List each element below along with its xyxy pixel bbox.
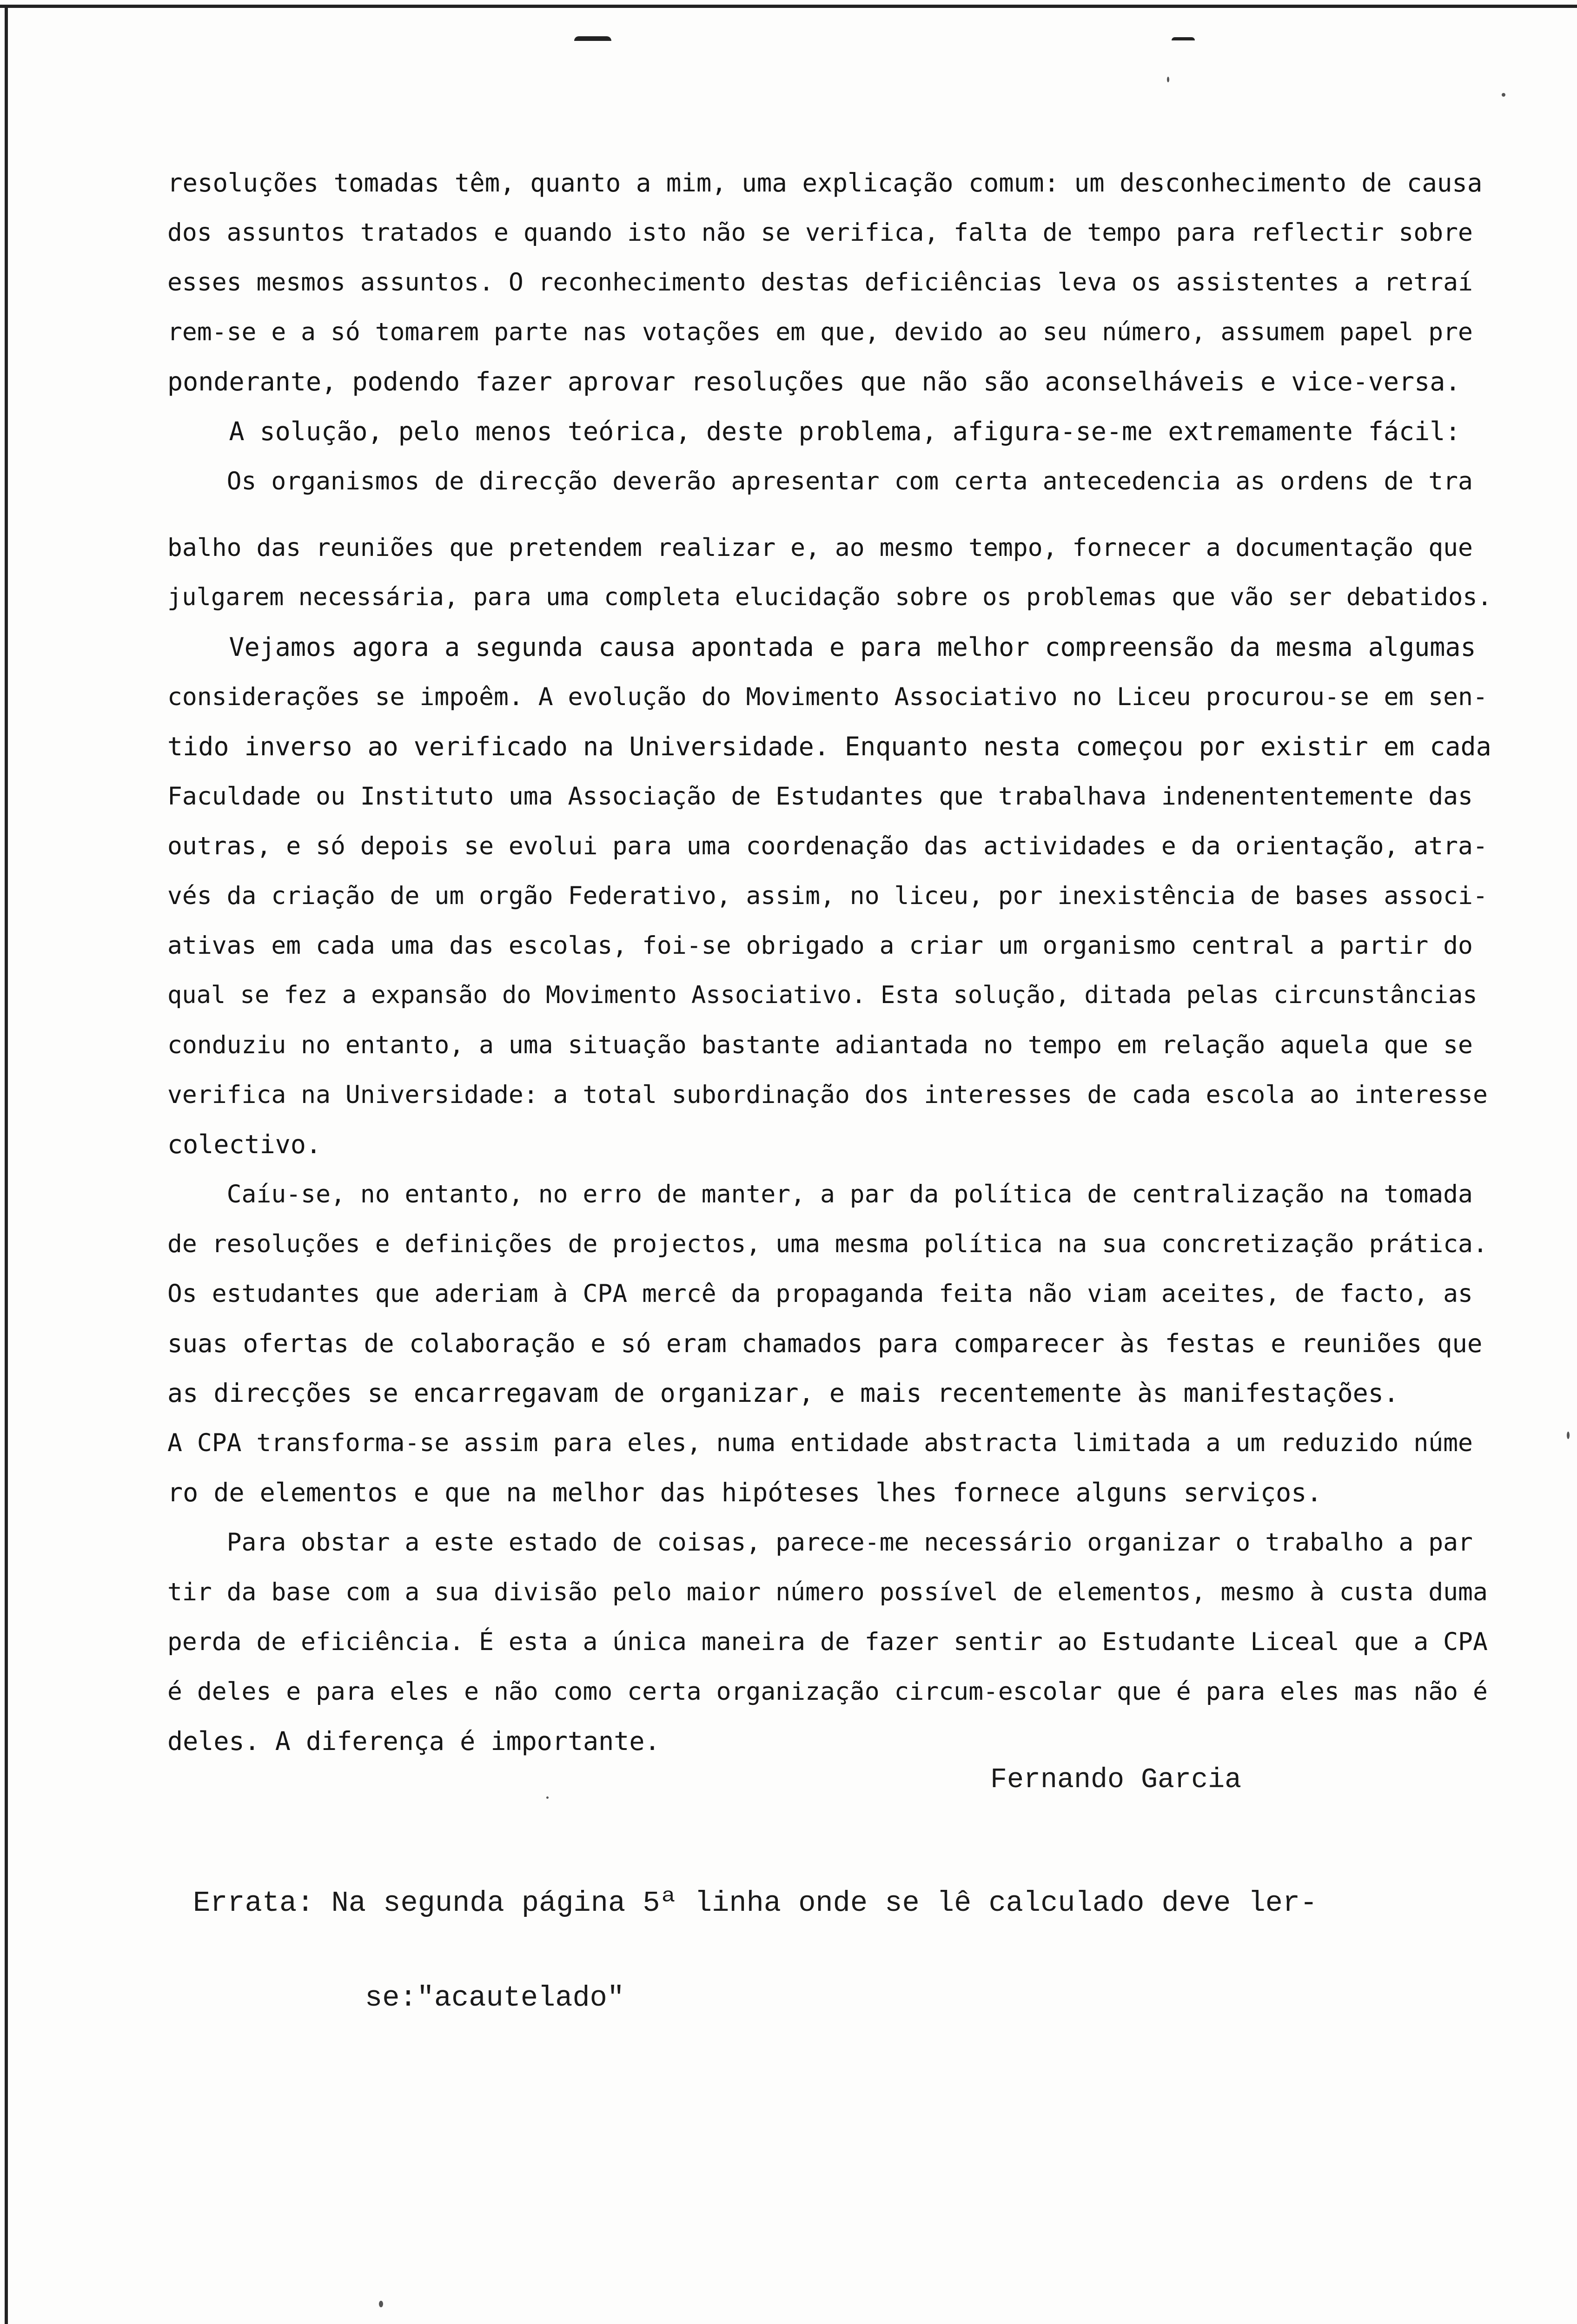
- scan-edge-top: [0, 5, 1577, 8]
- text-line: conduziu no entanto, a uma situação bastante adiantada no tempo em relação aquela que se: [167, 1031, 1473, 1059]
- text-line: julgarem necessária, para uma completa elucidação sobre os problemas que vão ser debatidos.: [167, 583, 1492, 611]
- text-line: verifica na Universidade: a total subordinação dos interesses de cada escola ao interesse: [167, 1081, 1488, 1109]
- scan-mark: [574, 36, 611, 41]
- errata-line: Errata: Na segunda página 5ª linha onde se lê calculado deve ler-: [193, 1887, 1318, 1920]
- text-line: Os organismos de direcção deverão apresentar com certa antecedencia as ordens de tra: [167, 467, 1473, 495]
- text-line: as direcções se encarregavam de organizar, e mais recentemente às manifestações.: [167, 1378, 1399, 1408]
- scan-mark: [1172, 37, 1195, 40]
- text-line: qual se fez a expansão do Movimento Associativo. Esta solução, ditada pelas circunstâncias: [167, 981, 1478, 1009]
- errata-line: se:"acautelado": [365, 1981, 625, 2014]
- text-line: A solução, pelo menos teórica, deste problema, afigura-se-me extremamente fácil:: [167, 416, 1461, 446]
- signature: Fernando Garcia: [990, 1764, 1242, 1796]
- scan-speck: [1567, 1432, 1570, 1439]
- scan-speck: [379, 2301, 383, 2307]
- text-line: rem-se e a só tomarem parte nas votações em que, devido ao seu número, assumem papel pre: [167, 318, 1473, 346]
- text-line: vés da criação de um orgão Federativo, assim, no liceu, por inexistência de bases associ-: [167, 882, 1488, 910]
- text-line: outras, e só depois se evolui para uma coordenação das actividades e da orientação, atra-: [167, 832, 1488, 860]
- text-line: A CPA transforma-se assim para eles, numa entidade abstracta limitada a um reduzido núme: [167, 1429, 1473, 1457]
- errata-note: [193, 1824, 1317, 2077]
- text-line: tir da base com a sua divisão pelo maior número possível de elementos, mesmo à custa duma: [167, 1578, 1488, 1606]
- scan-edge-left: [5, 5, 8, 2324]
- text-line: Para obstar a este estado de coisas, parece-me necessário organizar o trabalho a par: [167, 1528, 1473, 1557]
- text-line: dos assuntos tratados e quando isto não se verifica, falta de tempo para reflectir sobre: [167, 218, 1473, 247]
- text-line: é deles e para eles e não como certa organização circum-escolar que é para eles mas não é: [167, 1677, 1488, 1706]
- text-line: colectivo.: [167, 1129, 322, 1159]
- text-line: Os estudantes que aderiam à CPA mercê da propaganda feita não viam aceites, de facto, as: [167, 1280, 1473, 1308]
- text-line: tido inverso ao verificado na Universidade. Enquanto nesta começou por existir em cada: [167, 732, 1491, 761]
- scan-speck: [1167, 77, 1169, 82]
- scan-speck: [1502, 93, 1505, 97]
- text-line: de resoluções e definições de projectos, uma mesma política na sua concretização prática.: [167, 1230, 1488, 1258]
- text-line: perda de eficiência. É esta a única maneira de fazer sentir ao Estudante Liceal que a CPA: [167, 1628, 1488, 1656]
- letter-body: [167, 158, 1497, 1766]
- text-line: ro de elementos e que na melhor das hipóteses lhes fornece alguns serviços.: [167, 1478, 1322, 1507]
- text-line: ponderante, podendo fazer aprovar resoluções que não são aconselháveis e vice-versa.: [167, 367, 1461, 396]
- text-line: ativas em cada uma das escolas, foi-se obrigado a criar um organismo central a partir do: [167, 931, 1473, 960]
- text-line: esses mesmos assuntos. O reconhecimento destas deficiências leva os assistentes a retraí: [167, 268, 1473, 297]
- scan-speck: [546, 1796, 549, 1799]
- text-line: balho das reuniões que pretendem realizar e, ao mesmo tempo, fornecer a documentação que: [167, 534, 1473, 562]
- text-line: suas ofertas de colaboração e só eram chamados para comparecer às festas e reuniões que: [167, 1329, 1483, 1358]
- text-line: considerações se impoêm. A evolução do Movimento Associativo no Liceu procurou-se em sen-: [167, 683, 1488, 711]
- text-line: Caíu-se, no entanto, no erro de manter, a par da política de centralização na tomada: [167, 1180, 1473, 1208]
- text-line: resoluções tomadas têm, quanto a mim, uma explicação comum: um desconhecimento de causa: [167, 168, 1483, 198]
- text-line: Faculdade ou Instituto uma Associação de Estudantes que trabalhava indenententemente das: [167, 782, 1473, 811]
- text-line: Vejamos agora a segunda causa apontada e para melhor compreensão da mesma algumas: [167, 632, 1476, 662]
- text-line: deles. A diferença é importante.: [167, 1726, 660, 1756]
